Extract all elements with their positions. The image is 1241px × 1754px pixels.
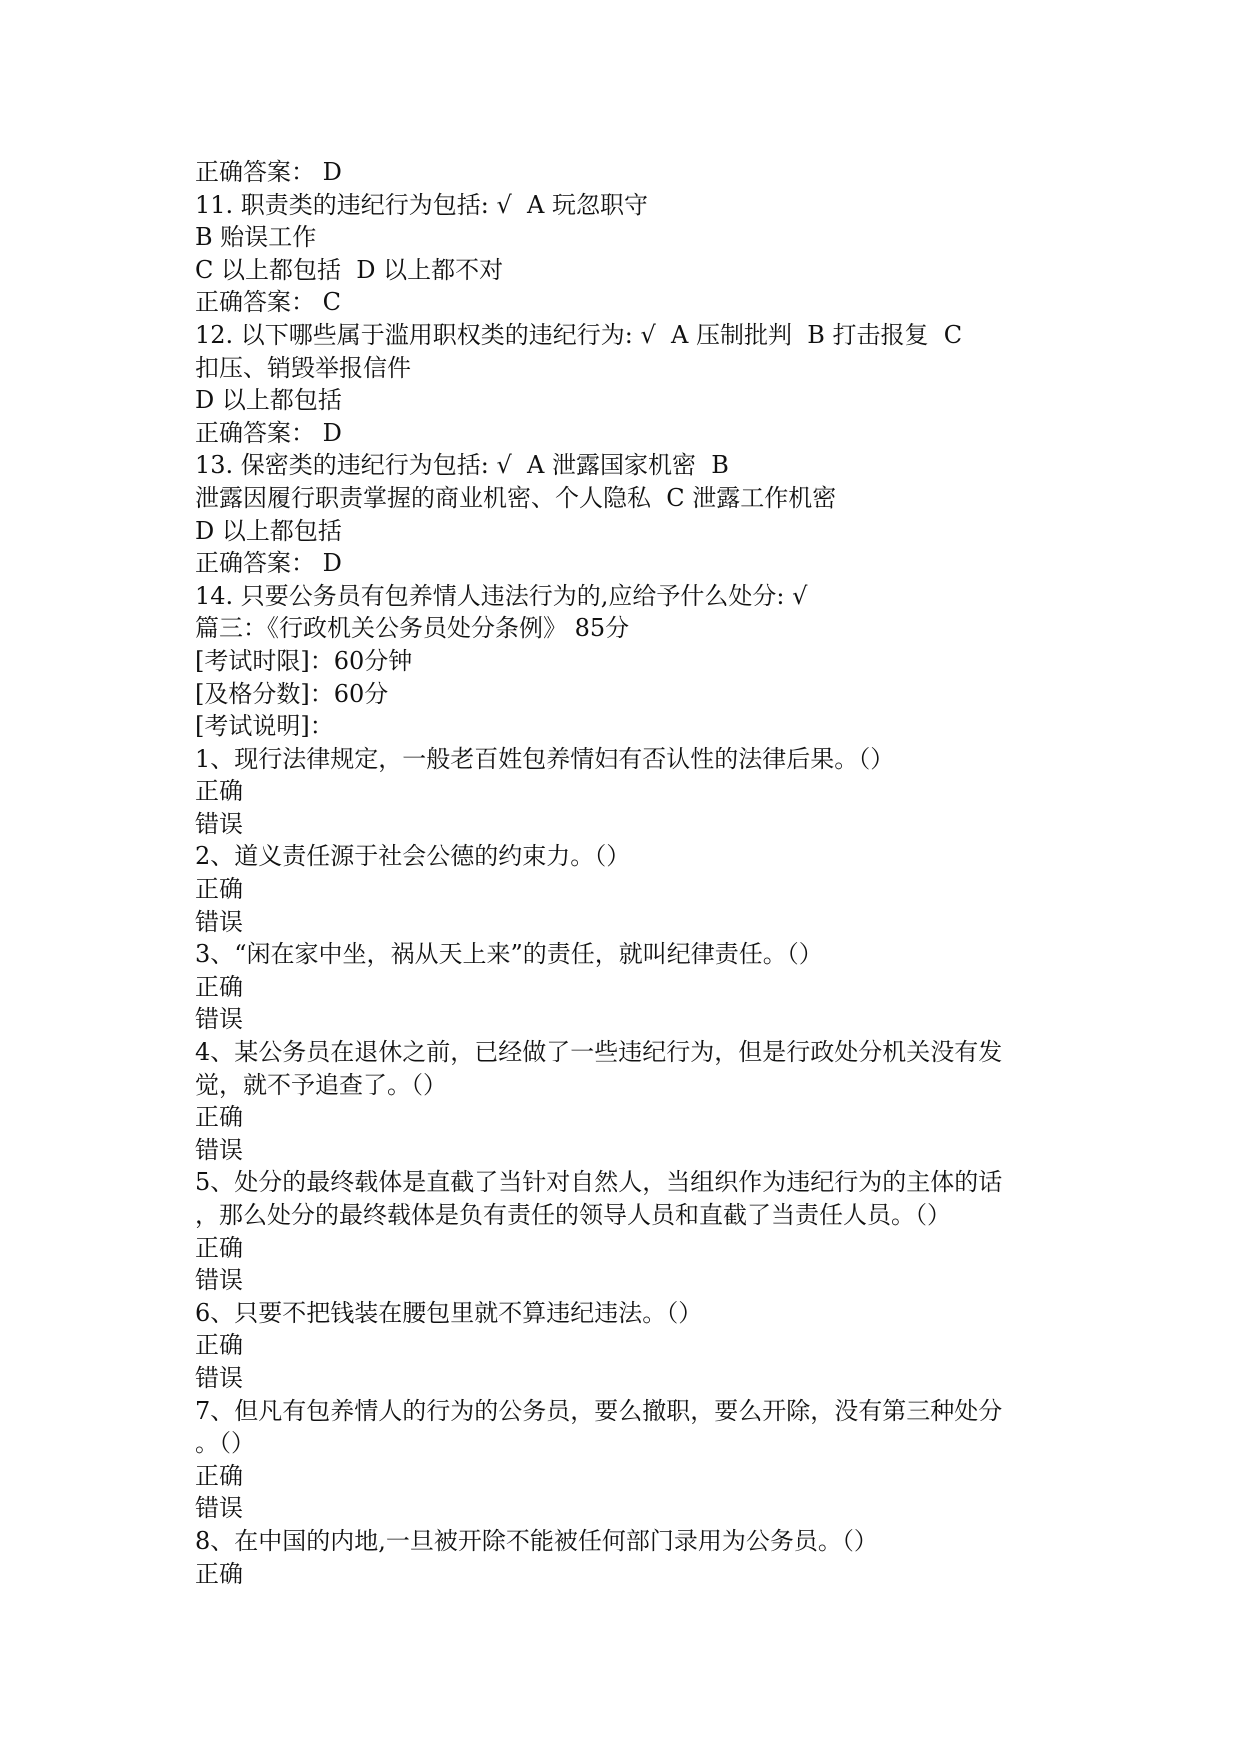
tf-question-7-cont: 。（） [195,1429,255,1458]
tf-question-4-cont: 觉，就不予追查了。（） [195,1070,447,1099]
option-wrong: 错误 [195,809,243,838]
tf-question-5: 5、处分的最终载体是直截了当针对自然人，当组织作为违纪行为的主体的话 [195,1168,1003,1197]
answer-line: 正确答案： D [195,418,342,447]
option-correct: 正确 [195,1461,243,1490]
option-line: B 贻误工作 [195,223,317,252]
option-line: D 以上都包括 [195,516,342,545]
question-11: 11. 职责类的违纪行为包括: √ A 玩忽职守 [195,190,649,219]
option-correct: 正确 [195,777,243,806]
option-wrong: 错误 [195,907,243,936]
option-correct: 正确 [195,972,243,1001]
option-line: D 以上都包括 [195,386,342,415]
answer-line: 正确答案： C [195,288,341,317]
document-page [195,156,1075,1590]
exam-pass-score: [及格分数]：60分 [195,679,389,708]
section-heading: 篇三：《行政机关公务员处分条例》 85分 [195,614,630,643]
tf-question-5-cont: ，那么处分的最终载体是负有责任的领导人员和直截了当责任人员。（） [195,1201,951,1229]
question-12: 12. 以下哪些属于滥用职权类的违纪行为: √ A 压制批判 B 打击报复 C [195,320,963,349]
tf-question-4: 4、某公务员在退休之前，已经做了一些违纪行为，但是行政处分机关没有发 [195,1038,1003,1067]
option-correct: 正确 [195,1233,243,1262]
tf-question-8: 8、在中国的内地,一旦被开除不能被任何部门录用为公务员。（） [195,1526,878,1555]
option-line: 扣压、销毁举报信件 [195,353,411,382]
answer-line: 正确答案： D [195,549,342,578]
option-wrong: 错误 [195,1135,243,1164]
tf-question-7: 7、但凡有包养情人的行为的公务员，要么撤职，要么开除，没有第三种处分 [195,1396,1003,1425]
tf-question-1: 1、现行法律规定，一般老百姓包养情妇有否认性的法律后果。（） [195,744,895,773]
tf-question-2: 2、道义责任源于社会公德的约束力。（） [195,842,631,871]
answer-line: 正确答案： D [195,158,342,186]
tf-question-6: 6、只要不把钱装在腰包里就不算违纪违法。（） [195,1298,703,1327]
option-wrong: 错误 [195,1494,243,1523]
exam-instructions: [考试说明]： [195,712,334,741]
option-correct: 正确 [195,1331,243,1360]
option-wrong: 错误 [195,1363,243,1392]
question-14: 14. 只要公务员有包养情人违法行为的,应给予什么处分: √ [195,581,808,610]
tf-question-3: 3、“闲在家中坐，祸从天上来”的责任，就叫纪律责任。（） [195,940,823,969]
option-correct: 正确 [195,875,243,904]
question-13: 13. 保密类的违纪行为包括: √ A 泄露国家机密 B [195,451,729,480]
option-line: 泄露因履行职责掌握的商业机密、个人隐私 C 泄露工作机密 [195,483,837,512]
exam-time-limit: [考试时限]：60分钟 [195,646,413,675]
option-wrong: 错误 [195,1266,243,1295]
option-correct: 正确 [195,1559,243,1588]
option-wrong: 错误 [195,1005,243,1034]
option-correct: 正确 [195,1103,243,1132]
option-line: C 以上都包括 D 以上都不对 [195,255,504,284]
